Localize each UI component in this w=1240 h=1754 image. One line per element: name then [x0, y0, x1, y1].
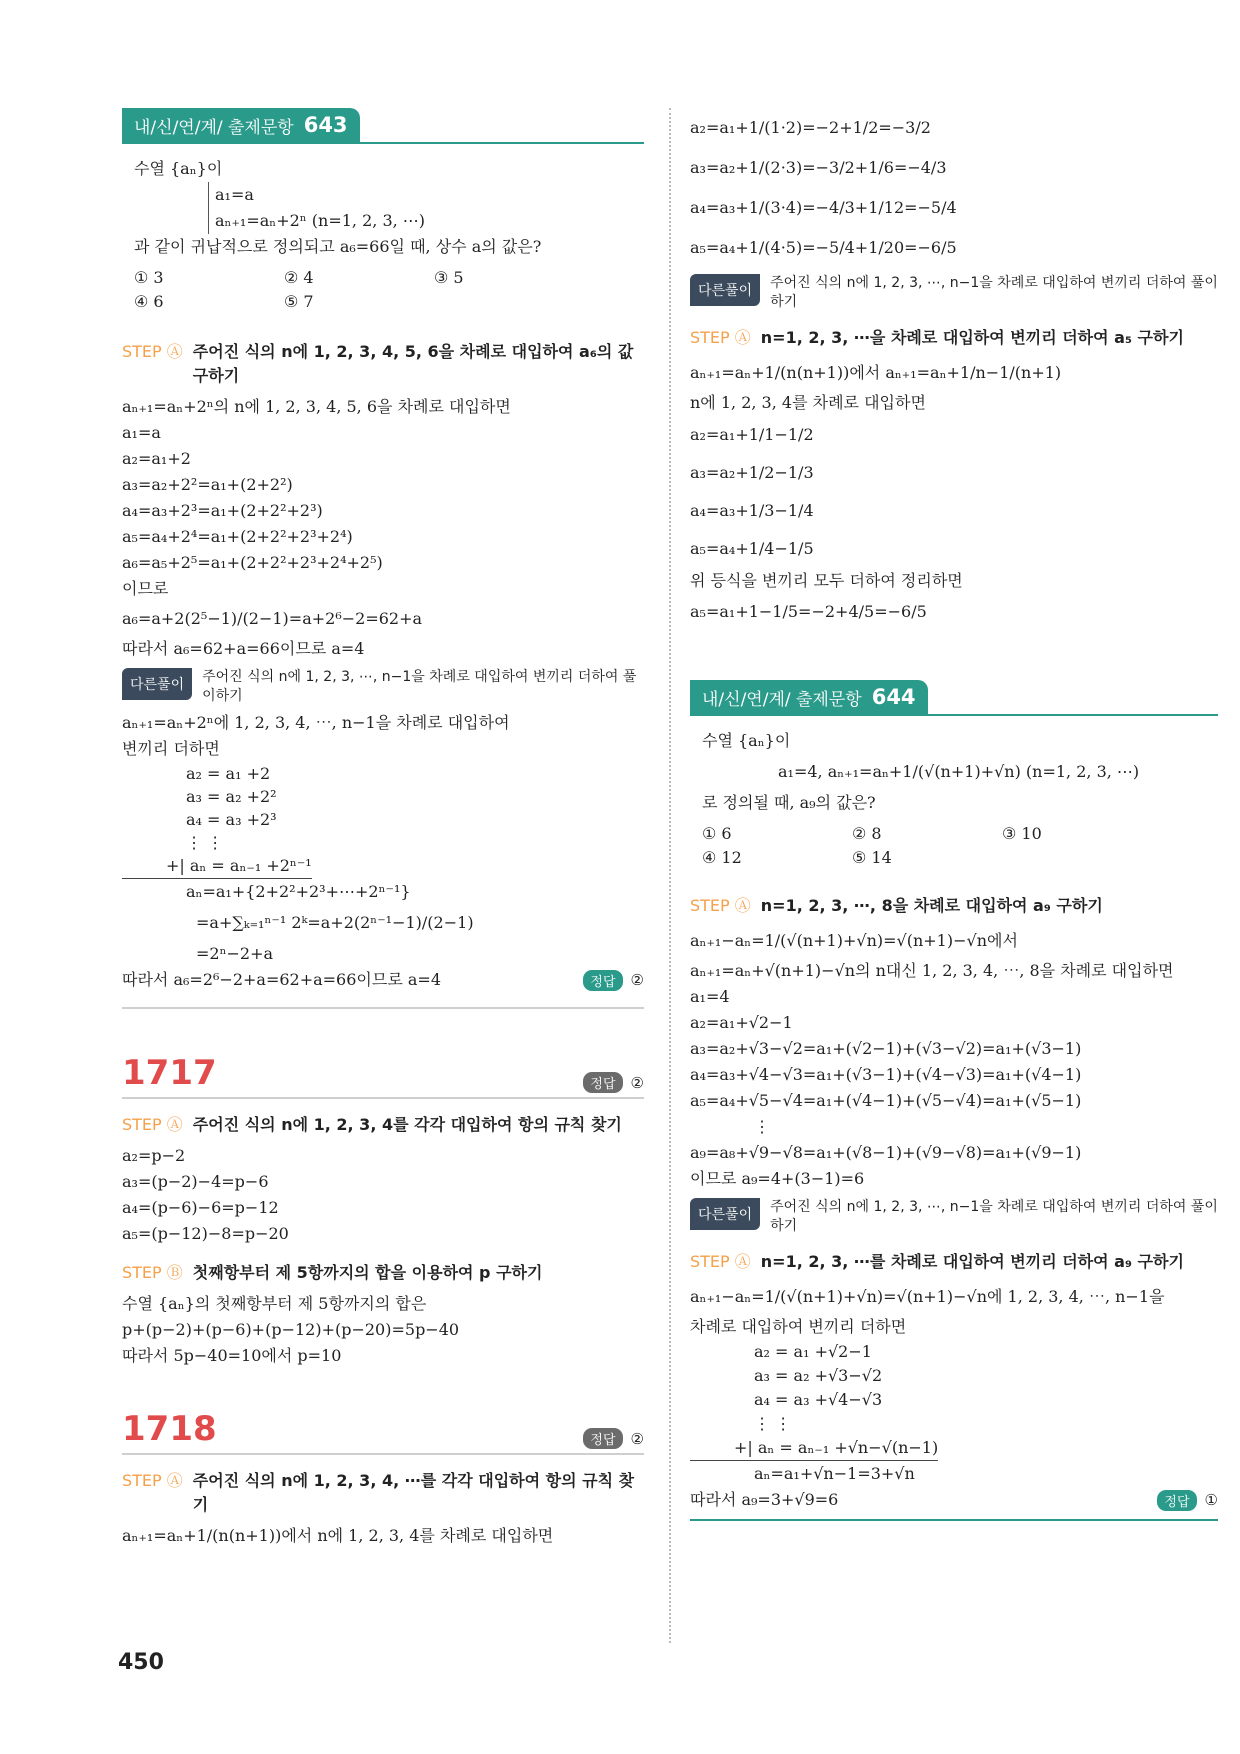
step-a: STEP Ⓐ 주어진 식의 n에 1, 2, 3, 4를 각각 대입하여 항의 규칙 찾기 — [122, 1115, 622, 1134]
section-separator — [690, 1519, 1218, 1521]
alternate-solution: 다른풀이 주어진 식의 n에 1, 2, 3, ⋯, n−1을 차례로 대입하여 변끼리 더하여 풀이하기 — [690, 274, 1218, 312]
column-divider — [669, 108, 671, 1643]
choice[interactable]: ② 8 — [852, 824, 882, 843]
answer-value: ② — [630, 971, 644, 989]
linked-problem-pill: 내/신/연/계/ 출제문항 644 — [690, 680, 928, 714]
problem-1718-header — [122, 1409, 644, 1455]
alternate-solution: 다른풀이 주어진 식의 n에 1, 2, 3, ⋯, n−1을 차례로 대입하여 변끼리 더하여 풀이하기 — [690, 1198, 1218, 1236]
right-column: a₂=a₁+1/(1·2)=−2+1/2=−3/2 a₃=a₂+1/(2·3)=−3/2+1/6=−4/3 a₄=a₃+1/(3·4)=−4/3+1/12=−5/4 a₅=a₄+1/(4·5)=−5/4+1/20=−6/5 다른풀이 주어진 식의 n에 1, 2, 3, ⋯, n−1을 차례로 대입하여 변끼리 더하여 풀이하기 STEP Ⓐ n=1, 2, 3, ⋯을 차례로 대입하여 변끼리 더하여 a₅ 구하기 aₙ₊₁=aₙ+1/(n(n+1))에서 aₙ₊₁=aₙ+1/n−1/(n+1) n에 1, 2, 3, 4를 차례로 대입하면 a₂=a₁+1/1−1/2 a₃=a₂+1/2−1/3 a₄=a₃+1/3−1/4 a₅=a₄+1/4−1/5 위 등식을 변끼리 모두 더하여 정리하면 a₅=a₁+1−1/5=−2+4/5=−6/5 내/신/연/계/ 출제문항 644 수열 {aₙ}이 a₁=4, aₙ₊₁=aₙ+1/(√(n+1)+√n) (n=1, 2, 3, ⋯) 로 정의될 때, a₉의 값은? ① 6 ② 8 ③ 10 ④ 12 ⑤ 14 STEP Ⓐ n=1, 2, 3, ⋯, 8을 차례로 대입하여 a₉ 구하기 aₙ₊₁−aₙ=1/(√(n+1)+√n)=√(n+1)−√n에서 aₙ₊₁=aₙ+√(n+1)−√n의 n대신 1, 2, 3, 4, ⋯, 8을 차례로 대입하면 a₁=4 a₂=a₁+√2−1 a₃=a₂+√3−√2=a₁+(√2−1)+(√3−√2)=a₁+(√3−1) a₄=a₃+√4−√3=a₁+(√3−1)+(√4−√3)=a₁+(√4−1) a₅=a₄+√5−√4=a₁+(√4−1)+(√5−√4)=a₁+(√5−1) ⋮ a₉=a₈+√9−√8=a₁+(√8−1)+(√9−√8)=a₁+(√9−1) 이므로 a₉=4+(3−1)=6 다른풀이 주어진 식의 n에 1, 2, 3, ⋯, n−1을 차례로 대입하여 변끼리 더하여 풀이하기 STEP Ⓐ n=1, 2, 3, ⋯를 차례로 대입하여 변끼리 더하여 a₉ 구하기 aₙ₊₁−aₙ=1/(√(n+1)+√n)=√(n+1)−√n에 1, 2, 3, 4, ⋯, n−1을 차례로 대입하여 변끼리 더하면 a₂ = a₁ +√2−1 a₃ = a₂ +√3−√2 a₄ = a₃ +√4−√3 ⋮ ⋮ +| aₙ = aₙ₋₁ +√n−√(n−1) aₙ=a₁+√n−1=3+√n 따라서 a₉=3+√9=6 정답 ① — [690, 108, 1218, 1521]
problem-643-header — [122, 108, 644, 144]
choice[interactable]: ① 3 — [134, 268, 164, 287]
answer-value: ② — [630, 1073, 644, 1092]
answer-badge: 정답 — [583, 970, 622, 991]
problem-intro: 수열 {aₙ}이 — [134, 159, 223, 178]
choice[interactable]: ④ 6 — [134, 292, 164, 311]
problem-644-header — [690, 680, 1218, 716]
alt-solution-lines: aₙ₊₁=aₙ+2ⁿ에 1, 2, 3, 4, ⋯, n−1을 차례로 대입하여 변끼리 더하면 a₂ = a₁ +2 a₃ = a₂ +2² a₄ = a₃ +2³ ⋮ ⋮ +| aₙ = aₙ₋₁ +2ⁿ⁻¹ aₙ=a₁+{2+2²+2³+⋯+2ⁿ⁻¹} =a+∑ₖ₌₁ⁿ⁻¹ 2ᵏ=a+2(2ⁿ⁻¹−1)/(2−1) =2ⁿ−2+a 따라서 a₆=2⁶−2+a=62+a=66이므로 a=4 정답 ② — [122, 710, 644, 993]
choice[interactable]: ③ 10 — [1002, 824, 1042, 843]
answer-badge: 정답 — [583, 1428, 622, 1449]
choice[interactable]: ⑤ 14 — [852, 848, 892, 867]
answer-badge: 정답 — [1157, 1490, 1196, 1511]
choice[interactable]: ③ 5 — [434, 268, 464, 287]
choice[interactable]: ⑤ 7 — [284, 292, 314, 311]
page-number: 450 — [118, 1650, 164, 1675]
alternate-solution: 다른풀이 주어진 식의 n에 1, 2, 3, ⋯, n−1을 차례로 대입하여 변끼리 더하여 풀이하기 — [122, 668, 644, 706]
choice[interactable]: ④ 12 — [702, 848, 742, 867]
section-separator — [122, 1007, 644, 1009]
problem-number: 1717 — [122, 1053, 217, 1093]
answer-value: ① — [1204, 1491, 1218, 1509]
answer-row: 따라서 a₉=3+√9=6 정답 ① — [690, 1490, 1218, 1510]
choice[interactable]: ② 4 — [284, 268, 314, 287]
answer-choices — [134, 266, 644, 314]
problem-1717-header — [122, 1053, 644, 1099]
left-column: 내/신/연/계/ 출제문항 643 수열 {aₙ}이 a₁=a aₙ₊₁=aₙ+2ⁿ (n=1, 2, 3, ⋯) 과 같이 귀납적으로 정의되고 a₆=66일 때, 상수 a의 값은? ① 3 ② 4 ③ 5 ④ 6 ⑤ 7 STEP Ⓐ 주어진 식의 n에 1, 2, 3, 4, 5, 6을 차례로 대입하여 a₆의 값 구하기 aₙ₊₁=aₙ+2ⁿ의 n에 1, 2, 3, 4, 5, 6을 차례로 대입하면 a₁=a a₂=a₁+2 a₃=a₂+2²=a₁+(2+2²) a₄=a₃+2³=a₁+(2+2²+2³) a₅=a₄+2⁴=a₁+(2+2²+2³+2⁴) a₆=a₅+2⁵=a₁+(2+2²+2³+2⁴+2⁵) 이므로 a₆=a+2(2⁵−1)/(2−1)=a+2⁶−2=62+a 따라서 a₆=62+a=66이므로 a=4 다른풀이 주어진 식의 n에 1, 2, 3, ⋯, n−1을 차례로 대입하여 변끼리 더하여 풀이하기 aₙ₊₁=aₙ+2ⁿ에 1, 2, 3, 4, ⋯, n−1을 차례로 대입하여 변끼리 더하면 a₂ = a₁ +2 a₃ = a₂ +2² a₄ = a₃ +2³ ⋮ ⋮ +| aₙ = aₙ₋₁ +2ⁿ⁻¹ aₙ=a₁+{2+2²+2³+⋯+2ⁿ⁻¹} =a+∑ₖ₌₁ⁿ⁻¹ 2ᵏ=a+2(2ⁿ⁻¹−1)/(2−1) =2ⁿ−2+a 따라서 a₆=2⁶−2+a=62+a=66이므로 a=4 정답 ② 1717 정답 ② STEP Ⓐ 주어진 식의 n에 1, 2, 3, 4를 각각 대입하여 항의 규칙 찾기 a₂=p−2 a₃=(p−2)−4=p−6 a₄=(p−6)−6=p−12 a₅=(p−12)−8=p−20 STEP Ⓑ 첫째항부터 제 5항까지의 합을 이용하여 p 구하기 수열 {aₙ}의 첫째항부터 제 5항까지의 합은 p+(p−2)+(p−6)+(p−12)+(p−20)=5p−40 따라서 5p−40=10에서 p=10 1718 정답 ② STEP Ⓐ 주어진 식의 n에 1, 2, 3, 4, ⋯를 각각 대입하여 항의 규칙 찾기 aₙ₊₁=aₙ+1/(n(n+1))에서 n에 1, 2, 3, 4를 차례로 대입하면 — [122, 108, 644, 1549]
step-a: STEP Ⓐ 주어진 식의 n에 1, 2, 3, 4, ⋯를 각각 대입하여 항의 규칙 찾기 — [122, 1471, 635, 1514]
step-a: STEP Ⓐ 주어진 식의 n에 1, 2, 3, 4, 5, 6을 차례로 대입하여 a₆의 값 구하기 — [122, 342, 634, 385]
recurrence-system: a₁=a aₙ₊₁=aₙ+2ⁿ (n=1, 2, 3, ⋯) — [208, 182, 644, 234]
choice[interactable]: ① 6 — [702, 824, 732, 843]
answer-row: 따라서 a₆=2⁶−2+a=62+a=66이므로 a=4 정답 ② — [122, 970, 644, 990]
answer-choices — [702, 822, 1218, 870]
step-a: STEP Ⓐ n=1, 2, 3, ⋯을 차례로 대입하여 변끼리 더하여 a₅ 구하기 — [690, 328, 1184, 347]
step-b: STEP Ⓑ 첫째항부터 제 5항까지의 합을 이용하여 p 구하기 — [122, 1263, 543, 1282]
step-a: STEP Ⓐ n=1, 2, 3, ⋯를 차례로 대입하여 변끼리 더하여 a₉ 구하기 — [690, 1252, 1184, 1271]
solution-lines: aₙ₊₁=aₙ+2ⁿ의 n에 1, 2, 3, 4, 5, 6을 차례로 대입하면 a₁=a a₂=a₁+2 a₃=a₂+2²=a₁+(2+2²) a₄=a₃+2³=a₁+(2+2²+2³) a₅=a₄+2⁴=a₁+(2+2²+2³+2⁴) a₆=a₅+2⁵=a₁+(2+2²+2³+2⁴+2⁵) 이므로 a₆=a+2(2⁵−1)/(2−1)=a+2⁶−2=62+a 따라서 a₆=62+a=66이므로 a=4 — [122, 397, 511, 658]
linked-problem-pill: 내/신/연/계/ 출제문항 643 — [122, 108, 360, 142]
problem-number: 1718 — [122, 1409, 217, 1449]
answer-badge: 정답 — [583, 1072, 622, 1093]
answer-value: ② — [630, 1429, 644, 1448]
problem-question: 과 같이 귀납적으로 정의되고 a₆=66일 때, 상수 a의 값은? — [134, 237, 542, 256]
step-a: STEP Ⓐ n=1, 2, 3, ⋯, 8을 차례로 대입하여 a₉ 구하기 — [690, 896, 1103, 915]
